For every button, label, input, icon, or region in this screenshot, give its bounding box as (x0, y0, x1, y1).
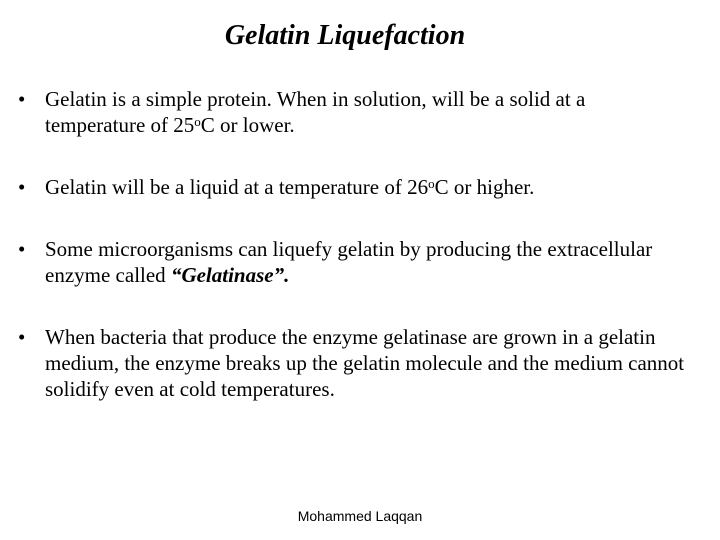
bullet-icon: • (18, 175, 26, 199)
degree-mark: o (428, 176, 435, 191)
bullet-text (45, 175, 534, 199)
bullet-text-part: Gelatin is a simple protein. When in solution, will be a solid at a temperature of 25 (45, 87, 586, 137)
bullet-text-part: Gelatin will be a liquid at a temperature of 26 (45, 175, 429, 199)
bullet-text (45, 87, 585, 137)
slide-title: Gelatin Liquefaction (224, 20, 466, 51)
bullet-item-microorganisms (18, 236, 688, 288)
bullet-text-part: C or higher. (434, 175, 535, 199)
bullet-item-bacteria (18, 324, 688, 402)
gelatinase-term: “Gelatinase”. (170, 263, 290, 287)
footer-author: Mohammed Laqqan (297, 508, 423, 524)
bullet-text: When bacteria that produce the enzyme gelatinase are grown in a gelatin medium, the enzyme breaks up the gelatin molecule and the medium cannot solidify even at cold temperatures. (45, 325, 685, 401)
bullet-text (45, 237, 652, 287)
bullet-icon: • (18, 325, 26, 349)
bullet-text-part: Some microorganisms can liquefy gelatin by producing the extracellular enzyme called (45, 237, 653, 287)
bullet-item-gelatin-solid (18, 86, 688, 138)
bullet-list (18, 86, 688, 402)
bullet-item-gelatin-liquid (18, 174, 688, 200)
degree-mark: o (194, 114, 201, 129)
bullet-text-part: C or lower. (200, 113, 295, 137)
bullet-icon: • (18, 87, 26, 111)
bullet-icon: • (18, 237, 26, 261)
